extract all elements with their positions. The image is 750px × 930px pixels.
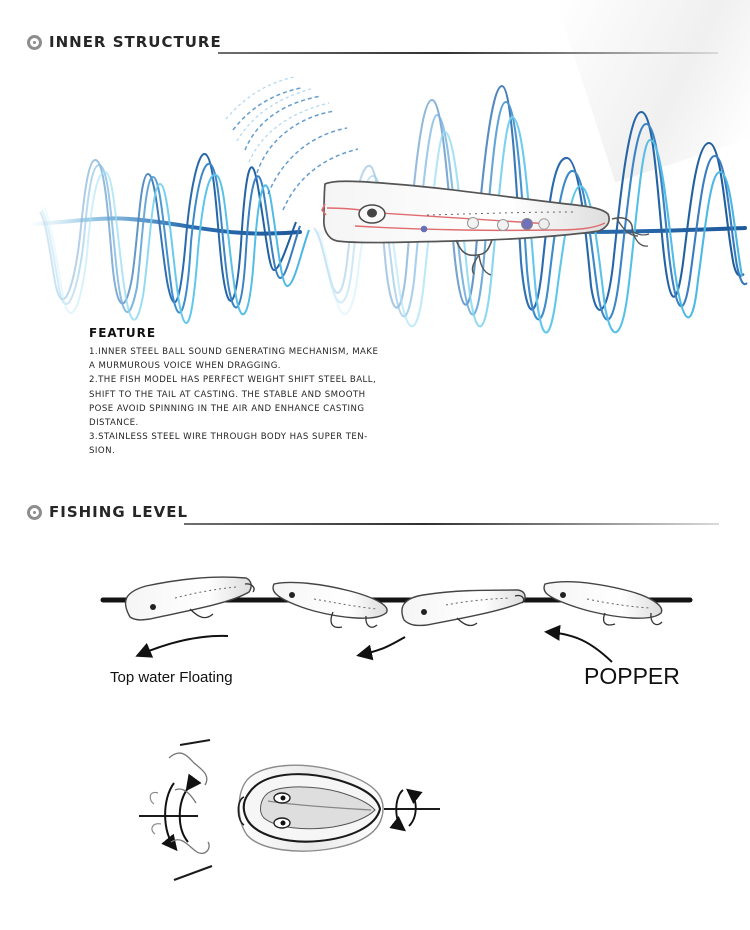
popper-caption: POPPER bbox=[584, 663, 680, 689]
topwater-floating-caption: Top water Floating bbox=[110, 669, 233, 686]
ring-bullet-icon bbox=[27, 35, 42, 50]
feature-line: SION. bbox=[89, 446, 116, 457]
fishing-level-title: FISHING LEVEL bbox=[49, 503, 189, 521]
popper-lure-icon bbox=[544, 582, 662, 625]
feature-line: SHIFT TO THE TAIL AT CASTING. THE STABLE AND SMOOTH bbox=[89, 389, 366, 400]
feature-line: POSE AVOID SPINNING IN THE AIR AND ENHANCE CASTING bbox=[89, 403, 365, 414]
popper-lure-icon bbox=[402, 590, 525, 625]
feature-line: 1.INNER STEEL BALL SOUND GENERATING MECHANISM, MAKE bbox=[89, 347, 379, 357]
fishing-level-divider bbox=[184, 523, 719, 525]
inner-structure-header bbox=[27, 31, 222, 53]
popper-lure-icon bbox=[125, 577, 254, 620]
feature-line: A MURMUROUS VOICE WHEN DRAGGING. bbox=[89, 361, 281, 372]
feature-title: FEATURE bbox=[89, 326, 157, 340]
inner-structure-title: INNER STRUCTURE bbox=[49, 33, 222, 51]
rotation-diagram bbox=[139, 740, 440, 880]
feature-line: 2.THE FISH MODEL HAS PERFECT WEIGHT SHIFT STEEL BALL, bbox=[89, 375, 377, 386]
feature-line: 3.STAINLESS STEEL WIRE THROUGH BODY HAS SUPER TEN- bbox=[89, 432, 368, 443]
inner-structure-divider bbox=[218, 52, 718, 54]
curved-arrow-icon bbox=[139, 636, 228, 655]
feature-line: DISTANCE. bbox=[89, 418, 139, 429]
fishing-level-diagram bbox=[103, 577, 690, 662]
ring-bullet-icon bbox=[27, 505, 42, 520]
fishing-level-header bbox=[27, 501, 188, 523]
curved-arrow-icon bbox=[360, 637, 405, 655]
feature-text-block bbox=[89, 325, 426, 459]
curved-arrow-icon bbox=[548, 632, 612, 662]
popper-lure-icon bbox=[273, 582, 387, 627]
